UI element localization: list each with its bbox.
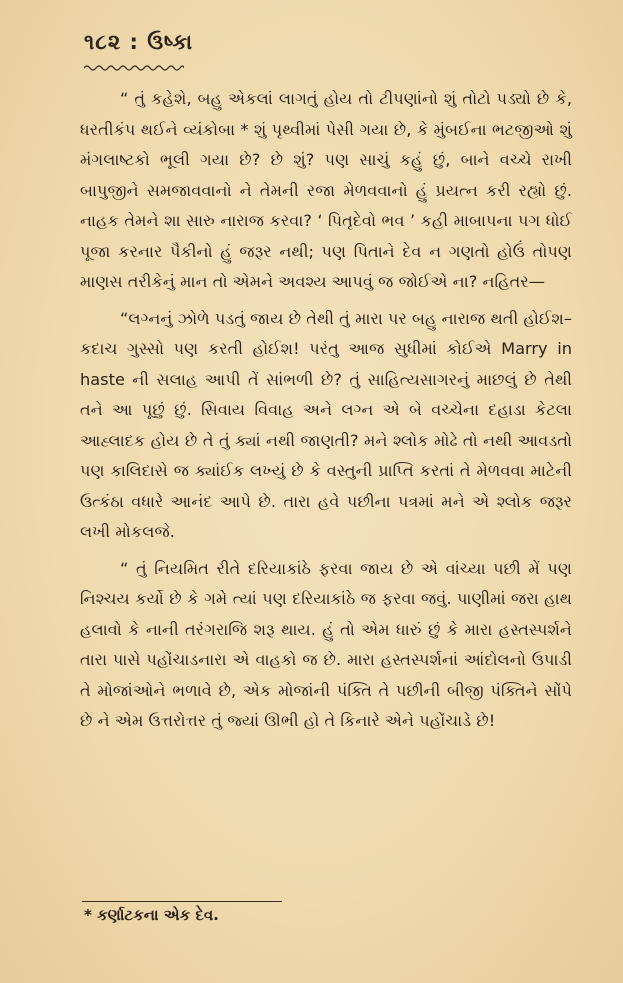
- paragraph-1: “ તું કહેશે, બહુ એકલાં લાગતું હોય તો ટીપણાંનો શું તોટો પડ્યો છે કે, ધરતીકંપ થઈને વ્યંકોબા * શું પૃથ્વીમાં પેસી ગયા છે, કે મુંબઈના ભટજીઓ શું મંગલાષ્ટકો ભૂલી ગયા છે? છે શું? પણ સાચું કહું છું, બાને વચ્ચે રાખી બાપુજીને સમજાવવાનો ને તેમની રજા મેળવવાનો હું પ્રયત્ન કરી રહ્યો છું. નાહક તેમને શા સારુ નારાજ કરવા? ‘ પિતૃદેવો ભવ ’ કહી માબાપના પગ ધોઈ પૂજા કરનાર પૈકીનો હું જરૂર નથી; પણ પિતાને દેવ ન ગણતો હોઉં તોપણ માણસ તરીકેનું માન તો એમને અવશ્ય આપવું જ જોઈએ ના? નહિતર—: [80, 89, 573, 291]
- paragraph-2: “લગ્નનું ઝોળે પડતું જાય છે તેથી તું મારા પર બહુ નારાજ થતી હોઈશ–કદાચ ગુસ્સો પણ કરતી હોઈશ! પરંતુ આજ સુધીમાં કોઈએ Marry in haste ની સલાહ આપી તેં સાંભળી છે? તું સાહિત્યસાગરનું માછલું છે તેથી તને આ પૂછું છું. સિવાય વિવાહ અને લગ્ન એ બે વચ્ચેના દહાડા કેટલા આહ્લાદક હોય છે તે તું ક્યાં નથી જાણતી? મને શ્લોક મોઢે તો નથી આવડતો પણ કાલિદાસે જ ક્યાંઈક લખ્યું છે કે વસ્તુની પ્રાપ્તિ કરતાં તે મેળવવા માટેની ઉત્કંઠા વધારે આનંદ આપે છે. તારા હવે પછીના પત્રમાં મને એ શ્લોક જરૂર લખી મોકલજે.: [80, 308, 572, 541]
- footnote: * કર્ણાટકના એક દેવ.: [84, 906, 219, 924]
- chapter-title: ઉષ્કા: [147, 30, 194, 54]
- paragraph-3: “ તું નિયમિત રીતે દરિયાકાંઠે ફરવા જાય છે એ વાંચ્યા પછી મેં પણ નિશ્ચય કર્યો છે કે ગમે ત્યાં પણ દરિયાકાંઠે જ ફરવા જવું. પાણીમાં જરા હાથ હલાવો કે નાની તરંગરાજિ શરૂ થાય. હું તો એમ ધારું છું કે મારા હસ્તસ્પર્શને તારા પાસે પહોંચાડનારા એ વાહકો જ છે. મારા હસ્તસ્પર્શનાં આંદોલનો ઉપાડી તે મોજાંઓને ભળાવે છે, એક મોજાંની પંક્તિ તે પછીની બીજી પંક્તિને સોંપે છે ને એમ ઉત્તરોત્તર તું જ્યાં ઊભી હો તે કિનારે એને પહોંચાડે છે!: [80, 558, 572, 730]
- header-ornament-wave: [84, 64, 184, 72]
- header-separator: :: [129, 30, 139, 54]
- footnote-divider: [82, 901, 282, 902]
- body-text: [80, 84, 572, 743]
- page-number: ૧૮૨: [84, 30, 122, 54]
- page-header: [84, 30, 193, 55]
